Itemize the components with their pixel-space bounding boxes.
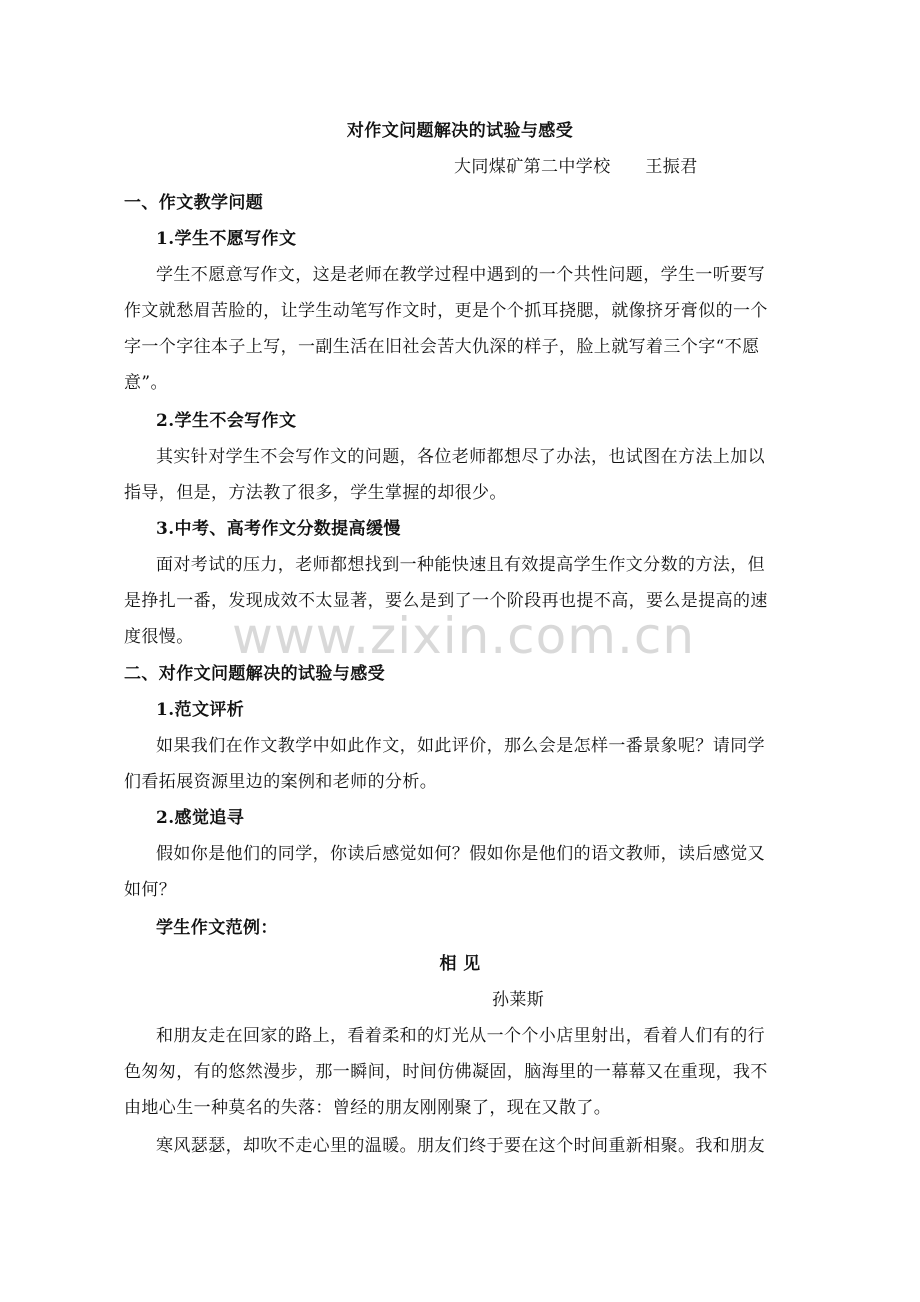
paragraph-line: 和朋友走在回家的路上，看着柔和的灯光从一个个小店里射出，看着人们有的行: [156, 1026, 765, 1046]
paragraph-line: 假如你是他们的同学，你读后感觉如何？假如你是他们的语文教师，读后感觉又: [156, 844, 765, 864]
subsection-heading-2-1: 1.范文评析: [156, 700, 245, 720]
paragraph-line: 意”。: [124, 373, 168, 393]
paragraph-line: 们看拓展资源里边的案例和老师的分析。: [124, 772, 438, 792]
paragraph-line: 面对考试的压力，老师都想找到一种能快速且有效提高学生作文分数的方法，但: [156, 555, 765, 575]
section-heading-2: 二、对作文问题解决的试验与感受: [124, 664, 385, 684]
subsection-heading-1-1: 1.学生不愿写作文: [156, 229, 297, 249]
subsection-heading-1-3: 3.中考、高考作文分数提高缓慢: [156, 519, 401, 539]
paragraph-line: 作文就愁眉苦脸的，让学生动笔写作文时，更是个个抓耳挠腮，就像挤牙膏似的一个: [124, 301, 768, 321]
site-watermark: www.zixin.com.cn: [232, 607, 696, 665]
paragraph-line: 学生不愿意写作文，这是老师在教学过程中遇到的一个共性问题，学生一听要写: [156, 265, 765, 285]
essay-author: 孙莱斯: [492, 990, 545, 1010]
subsection-heading-1-2: 2.学生不会写作文: [156, 411, 297, 431]
subsection-heading-2-2: 2.感觉追寻: [156, 808, 245, 828]
author-byline: 大同煤矿第二中学校 王振君: [454, 157, 698, 177]
paragraph-line: 指导，但是，方法教了很多，学生掌握的却很少。: [124, 483, 507, 503]
paragraph-line: 是挣扎一番，发现成效不太显著，要么是到了一个阶段再也提不高，要么是提高的速: [124, 591, 768, 611]
paragraph-line: 度很慢。: [124, 627, 194, 647]
section-heading-1: 一、作文教学问题: [124, 193, 264, 213]
paragraph-line: 如果我们在作文教学中如此作文，如此评价，那么会是怎样一番景象呢？请同学: [156, 736, 765, 756]
essay-title: 相 见: [439, 954, 481, 974]
paragraph-line: 由地心生一种莫名的失落：曾经的朋友刚刚聚了，现在又散了。: [124, 1098, 612, 1118]
paragraph-line: 字一个字往本子上写，一副生活在旧社会苦大仇深的样子，脸上就写着三个字“不愿: [124, 337, 760, 357]
paragraph-line: 如何？: [124, 880, 177, 900]
paragraph-line: 色匆匆，有的悠然漫步，那一瞬间，时间仿佛凝固，脑海里的一幕幕又在重现，我不: [124, 1062, 768, 1082]
document-title: 对作文问题解决的试验与感受: [346, 121, 574, 141]
paragraph-line: 其实针对学生不会写作文的问题，各位老师都想尽了办法，也试图在方法上加以: [156, 447, 765, 467]
paragraph-line: 寒风瑟瑟，却吹不走心里的温暖。朋友们终于要在这个时间重新相聚。我和朋友: [156, 1136, 765, 1156]
example-label: 学生作文范例：: [156, 918, 278, 938]
